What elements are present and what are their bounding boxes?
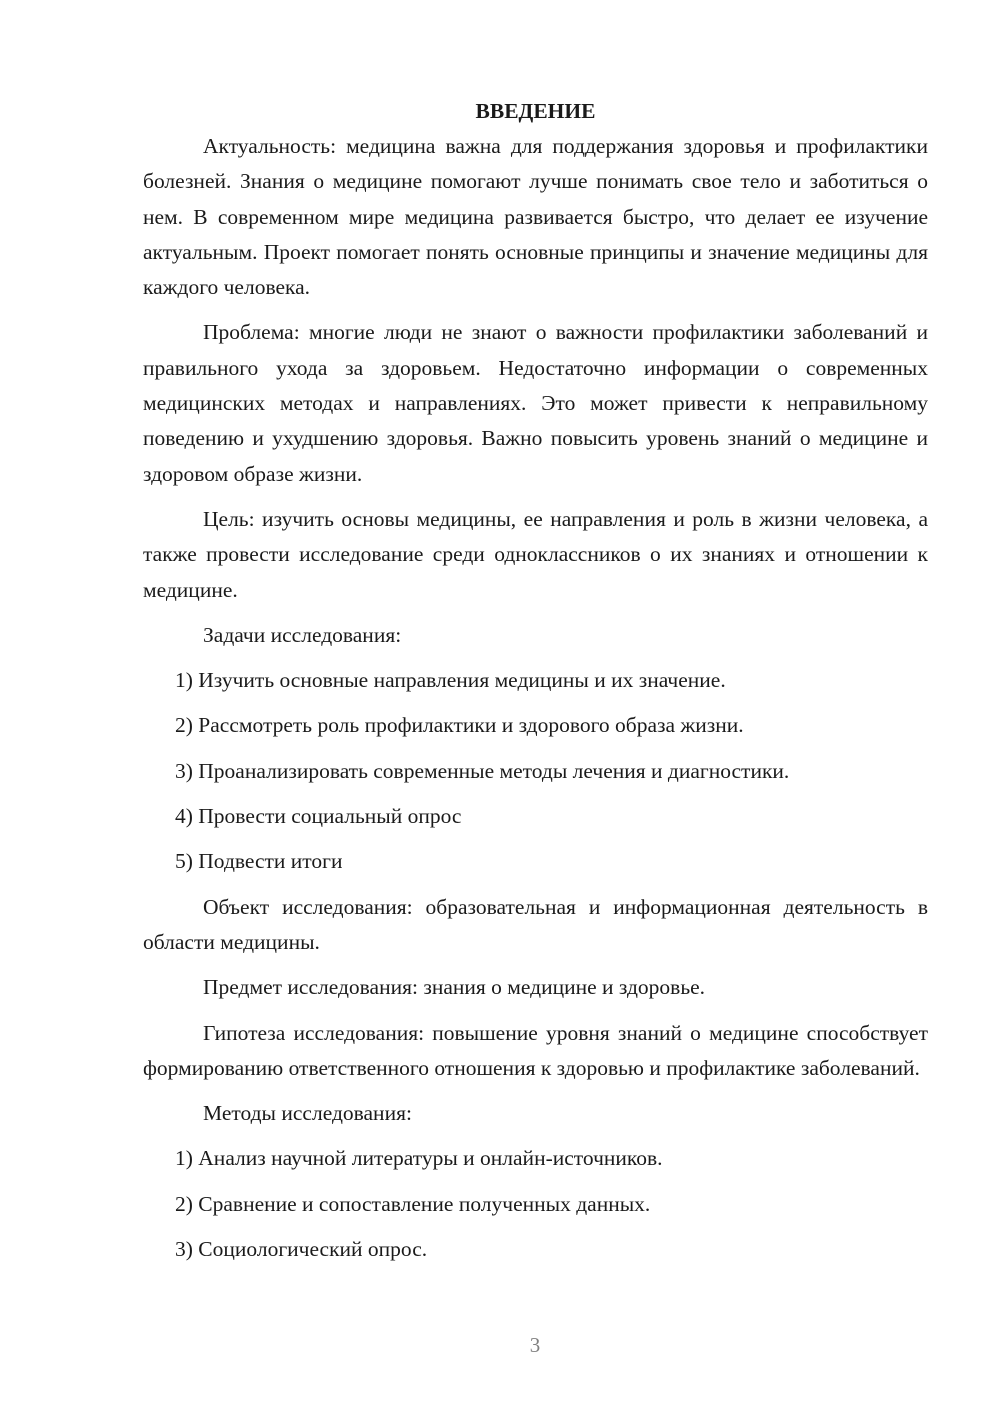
- subject-paragraph: Предмет исследования: знания о медицине и здоровье.: [203, 975, 706, 1000]
- problem-paragraph: Проблема: многие люди не знают о важности профилактики заболеваний и правильного ухода за здоровьем. Недостаточно информации о современных медицинских методах и направлениях. Это может привести к неправильному поведению и ухудшению здоровья. Важно повысить уровень знаний о медицине и здоровом образе жизни.: [143, 320, 928, 486]
- task-item-1: 1) Изучить основные направления медицины и их значение.: [175, 668, 726, 693]
- hypothesis-paragraph: Гипотеза исследования: повышение уровня знаний о медицине способствует формированию ответственного отношения к здоровью и профилактике заболеваний.: [143, 1020, 928, 1080]
- document-page: [143, 96, 928, 1277]
- page-number: 3: [529, 1333, 541, 1357]
- object-paragraph: Объект исследования: образовательная и информационная деятельность в области медицины.: [143, 894, 928, 954]
- task-item-4: 4) Провести социальный опрос: [175, 804, 462, 829]
- method-item-2: 2) Сравнение и сопоставление полученных данных.: [175, 1191, 651, 1216]
- methods-heading: Методы исследования:: [203, 1101, 412, 1126]
- page-title: ВВЕДЕНИЕ: [475, 99, 596, 123]
- tasks-heading: Задачи исследования:: [203, 622, 402, 647]
- task-item-5: 5) Подвести итоги: [175, 849, 343, 874]
- method-item-1: 1) Анализ научной литературы и онлайн-источников.: [175, 1146, 663, 1171]
- method-item-3: 3) Социологический опрос.: [175, 1237, 428, 1262]
- task-item-2: 2) Рассмотреть роль профилактики и здорового образа жизни.: [175, 713, 744, 738]
- task-item-3: 3) Проанализировать современные методы лечения и диагностики.: [175, 758, 790, 783]
- goal-paragraph: Цель: изучить основы медицины, ее направления и роль в жизни человека, а также провести исследование среди одноклассников о их знаниях и отношении к медицине.: [143, 506, 928, 602]
- relevance-paragraph: Актуальность: медицина важна для поддержания здоровья и профилактики болезней. Знания о медицине помогают лучше понимать свое тело и заботиться о нем. В современном мире медицина развивается быстро, что делает ее изучение актуальным. Проект помогает понять основные принципы и значение медицины для каждого человека.: [143, 134, 928, 300]
